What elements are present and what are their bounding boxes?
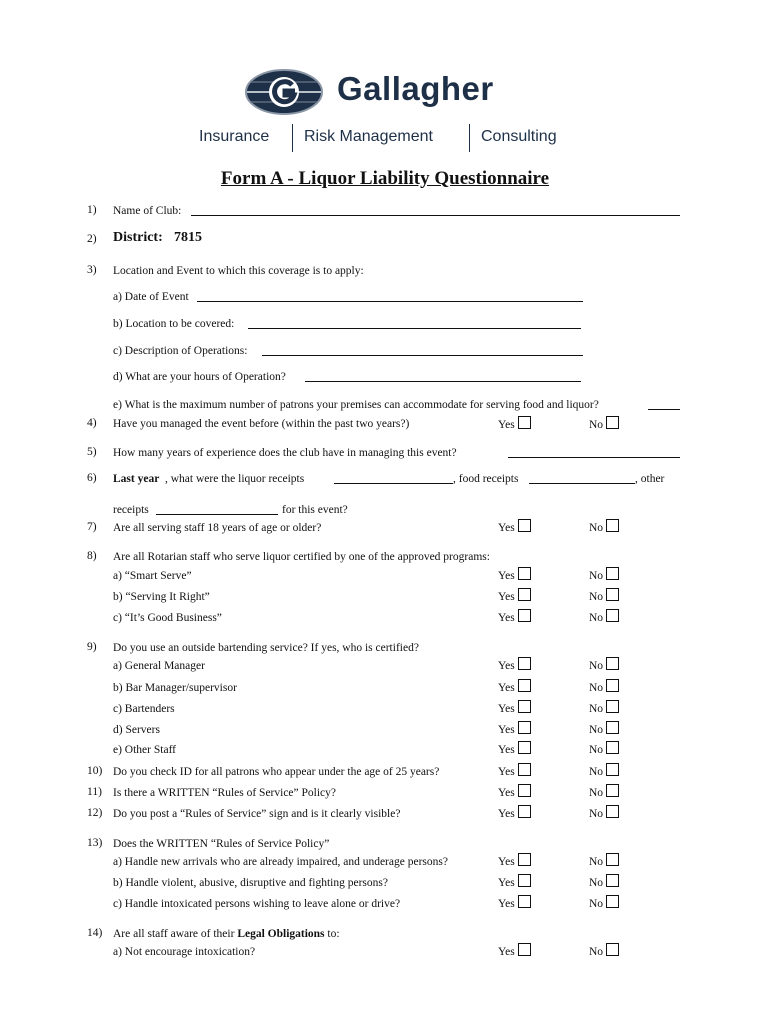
- question-number: 2): [87, 233, 97, 245]
- hours-field[interactable]: [305, 381, 581, 382]
- q6-other-label: , other: [635, 473, 665, 485]
- yes-option: Yes: [498, 609, 531, 624]
- no-checkbox[interactable]: [606, 588, 619, 601]
- no-option: No: [589, 567, 619, 582]
- no-checkbox[interactable]: [606, 721, 619, 734]
- tagline-risk-management: Risk Management: [304, 128, 433, 145]
- yes-checkbox[interactable]: [518, 679, 531, 692]
- no-option: No: [589, 943, 619, 958]
- no-option: No: [589, 895, 619, 910]
- no-option: No: [589, 588, 619, 603]
- no-checkbox[interactable]: [606, 895, 619, 908]
- yes-option: Yes: [498, 763, 531, 778]
- q3a-label: a) Date of Event: [113, 291, 189, 303]
- no-checkbox[interactable]: [606, 741, 619, 754]
- yes-option: Yes: [498, 567, 531, 582]
- q13c-label: c) Handle intoxicated persons wishing to leave alone or drive?: [113, 898, 401, 910]
- question-number: 1): [87, 204, 97, 216]
- q14-pre: Are all staff aware of their: [113, 928, 235, 940]
- no-option: No: [589, 657, 619, 672]
- yes-checkbox[interactable]: [518, 784, 531, 797]
- q11-text: Is there a WRITTEN “Rules of Service” Policy?: [113, 787, 337, 799]
- q8c-label: c) “It’s Good Business”: [113, 612, 222, 624]
- no-option: No: [589, 609, 619, 624]
- question-number: 5): [87, 446, 97, 458]
- other-receipts-field[interactable]: [156, 514, 278, 515]
- yes-option: Yes: [498, 721, 531, 736]
- q6-for-event: for this event?: [282, 504, 348, 516]
- q3d-label: d) What are your hours of Operation?: [113, 371, 286, 383]
- yes-option: Yes: [498, 784, 531, 799]
- no-checkbox[interactable]: [606, 805, 619, 818]
- yes-option: Yes: [498, 519, 531, 534]
- yes-checkbox[interactable]: [518, 567, 531, 580]
- question-number: 14): [87, 927, 103, 939]
- q13b-label: b) Handle violent, abusive, disruptive and fighting persons?: [113, 877, 388, 889]
- q7-text: Are all serving staff 18 years of age or older?: [113, 522, 322, 534]
- yes-option: Yes: [498, 700, 531, 715]
- q8b-label: b) “Serving It Right”: [113, 591, 210, 603]
- no-checkbox[interactable]: [606, 679, 619, 692]
- food-receipts-field[interactable]: [529, 483, 635, 484]
- yes-option: Yes: [498, 679, 531, 694]
- no-option: No: [589, 721, 619, 736]
- yes-option: Yes: [498, 895, 531, 910]
- yes-option: Yes: [498, 853, 531, 868]
- q3e-label: e) What is the maximum number of patrons your premises can accommodate for serving food and liquor?: [113, 399, 599, 411]
- q12-text: Do you post a “Rules of Service” sign and is it clearly visible?: [113, 808, 401, 820]
- q9e-label: e) Other Staff: [113, 744, 177, 756]
- question-number: 11): [87, 786, 102, 798]
- gallagher-globe-icon: [245, 68, 323, 116]
- q9b-label: b) Bar Manager/supervisor: [113, 682, 237, 694]
- yes-option: Yes: [498, 805, 531, 820]
- no-checkbox[interactable]: [606, 657, 619, 670]
- no-checkbox[interactable]: [606, 700, 619, 713]
- question-number: 6): [87, 472, 97, 484]
- location-field[interactable]: [248, 328, 581, 329]
- question-number: 13): [87, 837, 103, 849]
- no-option: No: [589, 679, 619, 694]
- yes-checkbox[interactable]: [518, 943, 531, 956]
- q14-post: to:: [327, 928, 340, 940]
- q9a-label: a) General Manager: [113, 660, 205, 672]
- tagline-consulting: Consulting: [481, 128, 557, 145]
- yes-option: Yes: [498, 943, 531, 958]
- no-option: No: [589, 853, 619, 868]
- question-number: 9): [87, 641, 97, 653]
- experience-field[interactable]: [508, 457, 680, 458]
- yes-checkbox[interactable]: [518, 700, 531, 713]
- q6-bold: Last year: [113, 473, 160, 485]
- yes-checkbox[interactable]: [518, 853, 531, 866]
- no-option: No: [589, 700, 619, 715]
- q14-text: [113, 927, 340, 941]
- district-value: 7815: [174, 230, 202, 245]
- q5-text: How many years of experience does the club have in managing this event?: [113, 447, 457, 459]
- yes-checkbox[interactable]: [518, 805, 531, 818]
- q1-label: Name of Club:: [113, 205, 182, 217]
- q6-text: , what were the liquor receipts: [165, 473, 305, 485]
- yes-checkbox[interactable]: [518, 609, 531, 622]
- yes-option: Yes: [498, 657, 531, 672]
- yes-checkbox[interactable]: [518, 588, 531, 601]
- q9-text: Do you use an outside bartending service? If yes, who is certified?: [113, 642, 419, 654]
- tagline-insurance: Insurance: [199, 128, 270, 145]
- question-number: 8): [87, 550, 97, 562]
- q8-text: Are all Rotarian staff who serve liquor certified by one of the approved programs:: [113, 551, 490, 563]
- yes-option: Yes: [498, 416, 531, 431]
- yes-checkbox[interactable]: [518, 874, 531, 887]
- no-checkbox[interactable]: [606, 853, 619, 866]
- liquor-receipts-field[interactable]: [334, 483, 453, 484]
- max-patrons-field[interactable]: [648, 409, 680, 410]
- no-checkbox[interactable]: [606, 874, 619, 887]
- yes-checkbox[interactable]: [518, 763, 531, 776]
- yes-option: Yes: [498, 874, 531, 889]
- q4-text: Have you managed the event before (within the past two years?): [113, 418, 410, 430]
- question-number: 4): [87, 417, 97, 429]
- no-option: No: [589, 416, 619, 431]
- no-checkbox[interactable]: [606, 763, 619, 776]
- no-option: No: [589, 784, 619, 799]
- district-label: District:: [113, 230, 163, 245]
- no-checkbox[interactable]: [606, 416, 619, 429]
- no-option: No: [589, 519, 619, 534]
- question-number: 7): [87, 521, 97, 533]
- no-checkbox[interactable]: [606, 784, 619, 797]
- yes-checkbox[interactable]: [518, 741, 531, 754]
- question-number: 12): [87, 807, 103, 819]
- q6-receipts-label: receipts: [113, 504, 149, 516]
- q13-text: Does the WRITTEN “Rules of Service Policy”: [113, 838, 330, 850]
- q8a-label: a) “Smart Serve”: [113, 570, 192, 582]
- q3-text: Location and Event to which this coverage is to apply:: [113, 265, 364, 277]
- no-checkbox[interactable]: [606, 609, 619, 622]
- q3b-label: b) Location to be covered:: [113, 318, 235, 330]
- q9c-label: c) Bartenders: [113, 703, 175, 715]
- no-option: No: [589, 741, 619, 756]
- q14-bold: Legal Obligations: [237, 928, 325, 940]
- yes-option: Yes: [498, 588, 531, 603]
- yes-checkbox[interactable]: [518, 721, 531, 734]
- q13a-label: a) Handle new arrivals who are already impaired, and underage persons?: [113, 856, 448, 868]
- tagline-divider: [292, 124, 293, 152]
- description-field[interactable]: [262, 355, 583, 356]
- question-number: 10): [87, 765, 103, 777]
- no-option: No: [589, 874, 619, 889]
- no-checkbox[interactable]: [606, 567, 619, 580]
- q3c-label: c) Description of Operations:: [113, 345, 248, 357]
- q10-text: Do you check ID for all patrons who appear under the age of 25 years?: [113, 766, 440, 778]
- no-checkbox[interactable]: [606, 943, 619, 956]
- yes-checkbox[interactable]: [518, 657, 531, 670]
- no-option: No: [589, 805, 619, 820]
- yes-checkbox[interactable]: [518, 416, 531, 429]
- tagline-divider: [469, 124, 470, 152]
- no-option: No: [589, 763, 619, 778]
- question-number: 3): [87, 264, 97, 276]
- yes-option: Yes: [498, 741, 531, 756]
- gallagher-logo: [245, 66, 535, 118]
- q14a-label: a) Not encourage intoxication?: [113, 946, 256, 958]
- brand-name: Gallagher: [337, 70, 494, 107]
- form-title: Form A - Liquor Liability Questionnaire: [220, 168, 550, 189]
- yes-checkbox[interactable]: [518, 519, 531, 532]
- q6-food-label: , food receipts: [453, 473, 519, 485]
- no-checkbox[interactable]: [606, 519, 619, 532]
- q9d-label: d) Servers: [113, 724, 160, 736]
- yes-checkbox[interactable]: [518, 895, 531, 908]
- date-of-event-field[interactable]: [197, 301, 583, 302]
- club-name-field[interactable]: [191, 215, 680, 216]
